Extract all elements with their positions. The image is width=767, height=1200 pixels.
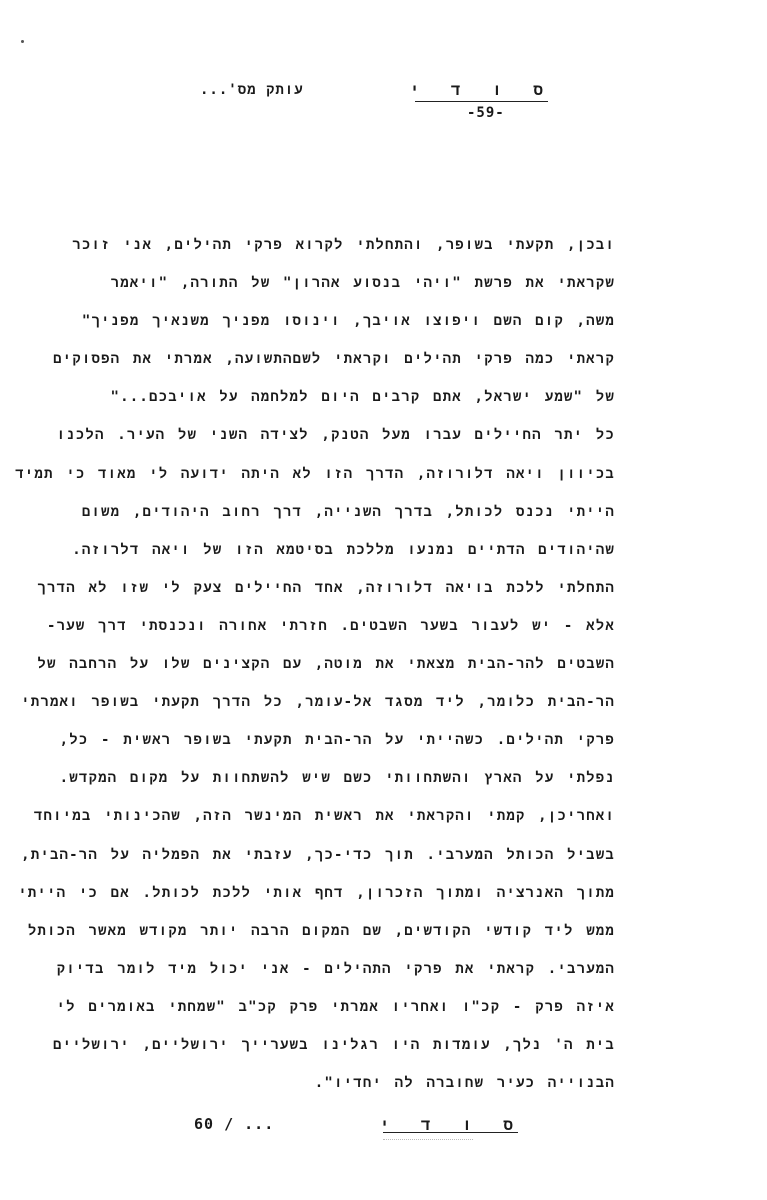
text-line: משה, קום השם ויפוצו אויבך, וינוסו מפניך משנאיך מפניך" xyxy=(81,313,615,330)
text-line: בית ה' נלך, עומדות היו רגלינו בשערייך ירושליים, ירושליים xyxy=(53,1036,615,1053)
punch-mark xyxy=(21,40,24,43)
text-line: הבנוייה כעיר שחוברה לה יחדיו". xyxy=(314,1075,615,1092)
text-line: מתוך האנרציה ומתוך הזכרון, דחף אותי ללכת לכותל. אם כי הייתי xyxy=(18,884,615,901)
text-line: התחלתי ללכת בויאה דלורוזה, אחד החיילים צעק לי שזו לא הדרך xyxy=(37,579,615,596)
testimony-text xyxy=(15,226,615,1102)
text-line: כל יתר החיילים עברו מעל הטנק, לצידה השני של העיר. הלכנו xyxy=(56,427,615,444)
text-line: פרקי תהילים. כשהייתי על הר-הבית תקעתי בשופר ראשית - כל, xyxy=(59,732,615,749)
page-number: -59- xyxy=(467,105,505,121)
classification-stamp-top: ס ו ד י xyxy=(409,80,545,99)
text-line: השבטים להר-הבית מצאתי את מוטה, עם הקצינים שלו על הרחבה של xyxy=(37,656,615,673)
text-line: אלא - יש לעבור בשער השבטים. חזרתי אחורה ונכנסתי דרך שער- xyxy=(46,617,615,634)
text-line: איזה פרק - קכ"ו ואחריו אמרתי פרק קכ"ב "שמחתי באומרים לי xyxy=(56,998,615,1015)
faint-underline xyxy=(383,1139,473,1140)
text-line: שהיהודים הדתיים נמנעו מללכת בסיטמא הזו של ויאה דלרוזה. xyxy=(72,541,615,558)
copy-number-label: עותק מס'... xyxy=(200,82,304,98)
text-line: נפלתי על הארץ והשתחוותי כשם שיש להשתחוות על מקום המקדש. xyxy=(59,770,615,787)
classification-underline-top xyxy=(415,101,548,102)
text-line: קראתי כמה פרקי תהילים וקראתי לשםהתשועה, אמרתי את הפסוקים xyxy=(53,351,615,368)
text-line: המערבי. קראתי את פרקי התהילים - אני יכול מיד לומר בדיוק xyxy=(56,960,615,977)
text-line: ובכן, תקעתי בשופר, והתחלתי לקרוא פרקי תהילים, אני זוכר xyxy=(72,237,615,253)
text-line: הייתי נכנס לכותל, בדרך השנייה, דרך רחוב היהודים, משום xyxy=(81,503,615,520)
text-line: ממש ליד קודשי הקודשים, שם המקום הרבה יותר מקודש מאשר הכותל xyxy=(27,922,615,939)
classification-stamp-bottom: ס ו ד י xyxy=(379,1115,515,1134)
text-line: של "שמע ישראל, אתם קרבים היום למלחמה על אויבכם..." xyxy=(110,389,615,406)
text-line: שקראתי את פרשת "ויהי בנסוע אהרון" של התורה, "ויאמר xyxy=(110,275,615,292)
text-line: בשביל הכותל המערבי. תוך כדי-כך, עזבתי את הפמליה על הר-הבית, xyxy=(21,846,615,863)
text-line: ואחריכן, קמתי והקראתי את ראשית המינשר הזה, שהכינותי במיוחד xyxy=(33,808,615,825)
text-line: בכיוון ויאה דלורוזה, הדרך הזו לא היתה ידועה לי מאוד כי תמיד xyxy=(15,465,615,482)
text-line: הר-הבית כלומר, ליד מסגד אל-עומר, כל הדרך תקעתי בשופר ואמרתי xyxy=(21,694,615,711)
next-page-indicator: 60 / ... xyxy=(194,1115,275,1133)
classification-underline-bottom xyxy=(383,1132,518,1133)
